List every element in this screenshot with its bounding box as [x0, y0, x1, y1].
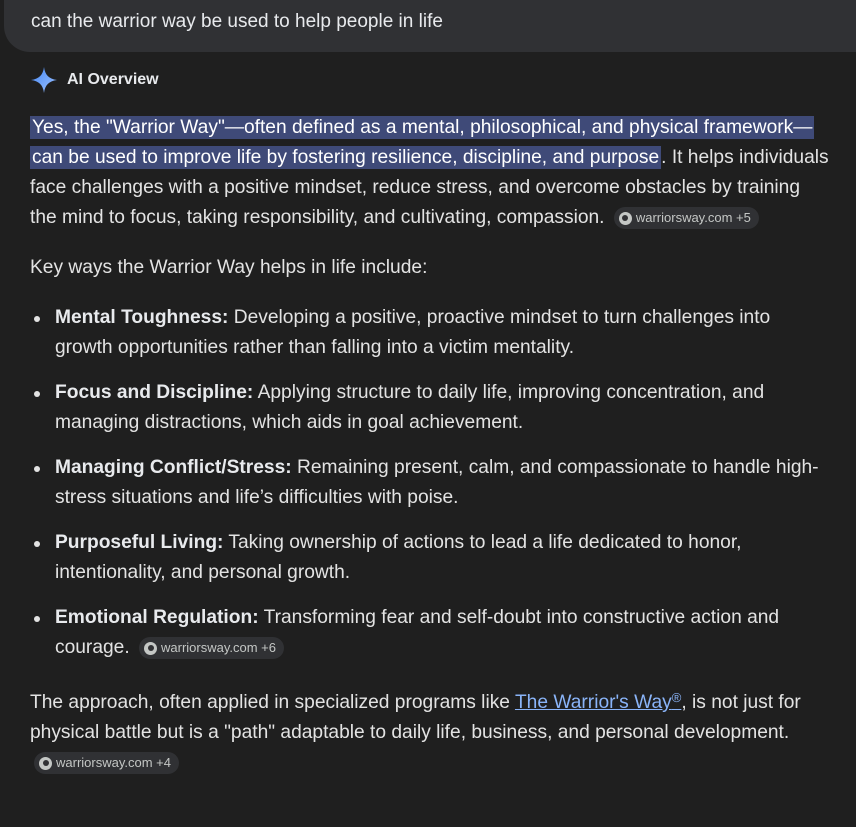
list-item-title: Emotional Regulation: [55, 607, 259, 628]
search-bar[interactable] [4, 0, 856, 52]
search-query[interactable]: can the warrior way be used to help people in life [31, 11, 443, 32]
list-item [55, 453, 830, 513]
site-favicon-icon [39, 757, 52, 770]
source-chip[interactable] [614, 207, 759, 229]
registered-mark: ® [671, 690, 682, 705]
closing-paragraph [30, 683, 830, 778]
intro-highlight: Yes, the "Warrior Way"—often defined as a mental, philosophical, and physical framework—can be used to improve life by fostering resilience, discipline, and purpose [32, 117, 813, 168]
list-item-text: Remaining present, calm, and compassionate to handle high-stress situations and life’s difficulties with poise. [55, 457, 819, 508]
site-favicon-icon [619, 212, 632, 225]
list-item [55, 603, 830, 663]
source-chip[interactable] [139, 637, 284, 659]
ai-overview-header [30, 66, 159, 94]
list-item [55, 528, 830, 588]
source-chip-label: warriorsway.com +6 [161, 640, 276, 655]
list-item-title: Mental Toughness: [55, 307, 229, 328]
intro-rest: . It helps individuals face challenges with a positive mindset, reduce stress, and overcome obstacles by training the mind to focus, taking responsibility, and cultivating, compassion. [30, 147, 829, 228]
list-item-text: Developing a positive, proactive mindset to turn challenges into growth opportunities rather than falling into a victim mentality. [55, 307, 771, 358]
key-ways-heading: Key ways the Warrior Way helps in life include: [30, 257, 428, 278]
source-chip-label: warriorsway.com +4 [56, 755, 171, 770]
list-item-title: Purposeful Living: [55, 532, 224, 553]
warriors-way-link[interactable] [515, 692, 681, 713]
site-favicon-icon [144, 642, 157, 655]
warriors-way-link-label: The Warrior's Way [514, 692, 672, 713]
key-ways-list [30, 303, 830, 663]
source-chip[interactable] [34, 752, 179, 774]
ai-overview-content [30, 113, 830, 778]
list-item-title: Focus and Discipline: [55, 382, 254, 403]
source-chip-label: warriorsway.com +5 [635, 210, 751, 225]
intro-paragraph [30, 113, 830, 233]
list-item-text: Transforming fear and self-doubt into constructive action and courage. [55, 607, 780, 658]
list-item-text: Taking ownership of actions to lead a life dedicated to honor, intentionality, and personal growth. [55, 532, 742, 583]
list-item-title: Managing Conflict/Stress: [55, 457, 292, 478]
sparkle-icon [30, 66, 58, 94]
list-item-text: Applying structure to daily life, improving concentration, and managing distractions, which aids in goal achievement. [55, 382, 765, 433]
closing-text-start: The approach, often applied in specialized programs like [30, 692, 515, 713]
ai-overview-title: AI Overview [67, 71, 159, 88]
closing-text-end: , is not just for physical battle but is a "path" adaptable to daily life, business, and personal development. [30, 692, 801, 743]
list-item [55, 303, 830, 363]
list-item [55, 378, 830, 438]
